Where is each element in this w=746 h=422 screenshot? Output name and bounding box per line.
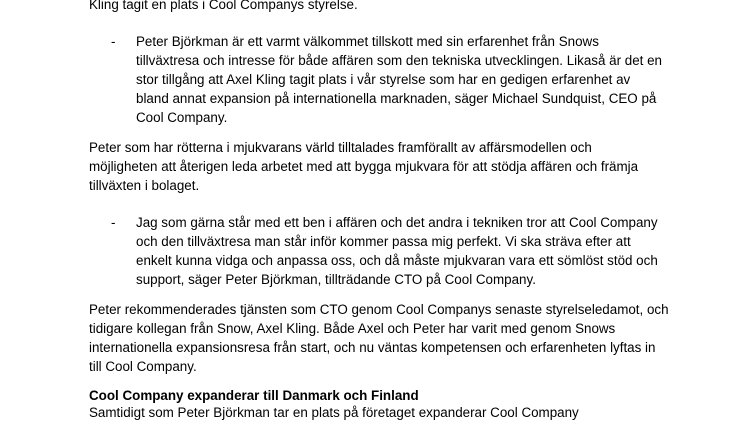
para3-line-1: Peter rekommenderades tjänsten som CTO genom Cool Companys senaste styrelseledamot, och: [89, 302, 669, 317]
quote2-line-3: enkelt kunna vidga och anpassa oss, och då måste mjukvaran vara ett sömlöst stöd och: [136, 253, 658, 268]
para3-line-4: till Cool Company.: [89, 359, 197, 374]
quote1-line-3: stor tillgång att Axel Kling tagit plats i vår styrelse som har en gedigen erfarenhet av: [136, 72, 631, 87]
section-heading: Cool Company expanderar till Danmark och Finland: [89, 388, 419, 403]
quote1-line-4: bland annat expansion på internationella marknaden, säger Michael Sundquist, CEO på: [136, 91, 657, 106]
quote1-line-5: Cool Company.: [136, 110, 228, 125]
intro-tail-text: Kling tagit en plats i Cool Companys styrelse.: [89, 0, 358, 12]
quote2-line-4: support, säger Peter Björkman, tillträdande CTO på Cool Company.: [136, 272, 536, 287]
quote1-line-2: tillväxtresa och intresse för både affären som den tekniska utvecklingen. Likaså är det en: [136, 53, 663, 68]
para2-line-2: möjligheten att återigen leda arbetet med att bygga mjukvara för att stödja affären och främja: [89, 159, 639, 174]
quote1-line-1: Peter Björkman är ett varmt välkommet tillskott med sin erfarenhet från Snows: [136, 34, 599, 49]
quote2-line-1: Jag som gärna står med ett ben i affären och det andra i tekniken tror att Cool Company: [136, 215, 658, 230]
bullet-dash: -: [111, 34, 116, 49]
para2-line-1: Peter som har rötterna i mjukvarans värld tilltalades framförallt av affärsmodellen och: [89, 140, 592, 155]
para3-line-3: internationella expansionsresa från start, och nu väntas kompetensen och erfarenheten lyftas in: [89, 340, 656, 355]
bullet-dash: -: [111, 215, 116, 230]
para3-line-2: tidigare kollegan från Snow, Axel Kling. Både Axel och Peter har varit med genom Snows: [89, 321, 616, 336]
para2-line-3: tillväxten i bolaget.: [89, 178, 200, 193]
quote2-line-2: och den tillväxtresa man står inför kommer passa mig perfekt. Vi ska sträva efter att: [136, 234, 631, 249]
para4-line-1: Samtidigt som Peter Björkman tar en plats på företaget expanderar Cool Company: [89, 405, 579, 420]
